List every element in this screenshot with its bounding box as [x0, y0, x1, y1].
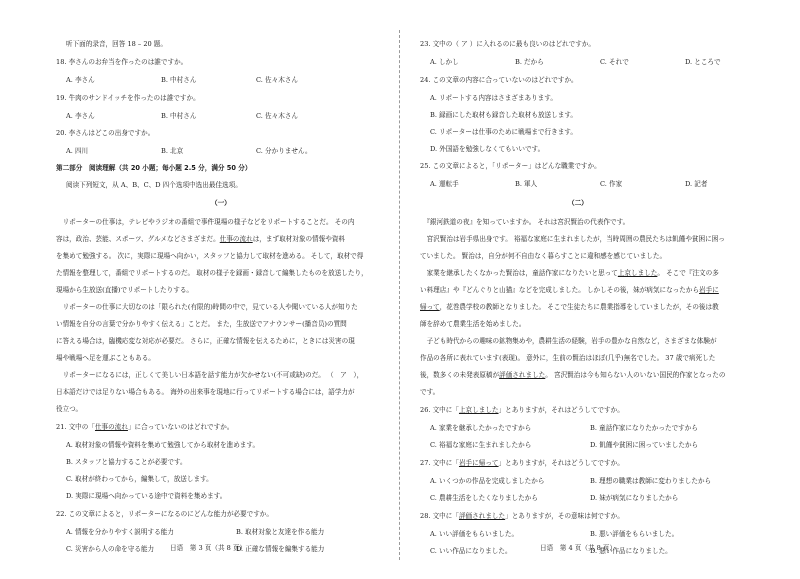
passage-1-line: 容は，政治、芸能、スポーツ、グルメなどさまざまだ。仕事の流れは，まず取材対象の情報や資料 — [56, 235, 346, 243]
passage-2-line: 『銀河鉄道の夜』を知っていますか。 それは宮沢賢治の代表作です。 — [420, 218, 630, 226]
question-27-stem: 27. 文中に「岩手に帰って」とありますが，それはどうしてですか。 — [420, 459, 624, 467]
option-a[interactable]: A. しかし — [430, 58, 459, 66]
section-instructions: 阅读下列短文，从 A、B、C、D 四个选项中选出最佳选项。 — [66, 181, 242, 189]
option-d[interactable]: D. 正確な情報を編集する能力 — [236, 545, 325, 553]
option-a[interactable]: A. いくつかの作品を完成しましたから — [430, 477, 545, 485]
option-c[interactable]: C. いい作品になりました。 — [430, 547, 512, 555]
option-b[interactable]: B. 中村さん — [161, 76, 197, 84]
passage-2-line: ていました。 賢治は，自分が何不自由なく暮らすことに違和感を感じていました。 — [420, 252, 667, 260]
question-24-stem: 24. この文章の内容に合っていないのはどれですか。 — [420, 76, 578, 84]
option-d[interactable]: D. 記者 — [685, 180, 708, 188]
underlined-phrase: 仕事の流れ — [219, 235, 253, 243]
option-a[interactable]: A. リポートする内容はさまざまあります。 — [430, 94, 557, 102]
option-c[interactable]: C. 災害から人の命を守る能力 — [66, 545, 155, 553]
question-19-stem: 19. 牛肉のサンドイッチを作ったのは誰ですか。 — [56, 94, 200, 102]
page-divider — [399, 30, 400, 560]
question-18-stem: 18. 李さんのお弁当を作ったのは誰ですか。 — [56, 58, 188, 66]
option-b[interactable]: B. 童話作家になりたかったですから — [590, 424, 698, 432]
passage-number-1: （一） — [211, 199, 231, 207]
option-c[interactable]: C. 裕福な家庭に生まれましたから — [430, 441, 532, 449]
option-d[interactable]: D. 飢饉や貧困に困っていましたから — [590, 441, 699, 449]
option-b[interactable]: B. 中村さん — [161, 112, 197, 120]
option-b[interactable]: B. スタッフと協力することが必要です。 — [66, 458, 187, 466]
passage-2-line: 作品の各所に表れています(表现)。 意外に，生前の賢治はほぼ(几乎)無名でした。 37 歳で病死した — [420, 354, 716, 362]
question-23-stem: 23. 文中の（ ア ）に入れるのに最も良いのはどれですか。 — [420, 40, 596, 48]
passage-2-line: 師を辞めて農業生活を始めました。 — [420, 320, 526, 328]
passage-1-line: 日本語だけでは足りない場合もある。 海外の出来事を現地に行ってリポートする場合には，語学力が — [56, 388, 355, 396]
option-d[interactable]: D. ところで — [685, 58, 721, 66]
listening-intro: 听下面的录音，回答 18 – 20 题。 — [66, 40, 167, 48]
option-b[interactable]: B. 悪い評価をもらいました。 — [590, 530, 679, 538]
passage-2-line: 宮沢賢治は岩手県出身です。 裕福な家庭に生まれましたが，当時周囲の農民たちは飢饉や貧困に困っ — [420, 235, 725, 243]
option-b[interactable]: B. 北京 — [161, 147, 184, 155]
option-c[interactable]: C. 佐々木さん — [256, 76, 298, 84]
section-title: 第二部分 阅读理解（共 20 小题；每小题 2.5 分，满分 50 分） — [56, 164, 252, 172]
option-c[interactable]: C. 分かりません。 — [256, 147, 312, 155]
option-b[interactable]: B. だから — [515, 58, 544, 66]
option-d[interactable]: D. 外国語を勉強しなくてもいいです。 — [430, 145, 545, 153]
passage-2-line: 帰って，花巻農学校の教師となりました。 そこで生徒たちに農業指導をしていましたが，その後は教 — [420, 303, 719, 311]
option-b[interactable]: B. 理想の職業は教師に変わりましたから — [590, 477, 712, 485]
option-b[interactable]: B. 取材対象と友達を作る能力 — [236, 528, 325, 536]
passage-1-line: 役立つ。 — [56, 405, 83, 413]
passage-1-line: を集めて勉強する。 次に，実際に現場へ向かい，スタッフと協力して取材を進める。 そして，取材で得 — [56, 252, 364, 260]
option-c[interactable]: C. 取材が終わってから，編集して，放送します。 — [66, 475, 213, 483]
question-20-stem: 20. 李さんはどこの出身ですか。 — [56, 129, 155, 137]
option-a[interactable]: A. 情報を分かりやすく説明する能力 — [66, 528, 174, 536]
question-21-stem: 21. 文中の「仕事の流れ」に合っていないのはどれですか。 — [56, 423, 234, 431]
question-26-stem: 26. 文中に「上京しました」とありますが，それはどうしてですか。 — [420, 406, 624, 414]
page-footer-left: 日语 第 3 页（共 8 页） — [170, 544, 247, 552]
option-a[interactable]: A. いい評価をもらいました。 — [430, 530, 519, 538]
passage-1-line: に答える場合は，臨機応変な対応が必要だ。 さらに，正確な情報を伝えるために，ときには災害の現 — [56, 337, 355, 345]
question-25-stem: 25. この文章によると，「リポーター」はどんな職業ですか。 — [420, 162, 601, 170]
option-c[interactable]: C. リポーターは仕事のために戦場まで行きます。 — [430, 128, 577, 136]
passage-1-line: リポーターになるには，正しくて美しい日本語を話す能力が欠かせない(不可或缺)のだ。 （ ア ）， — [56, 371, 364, 379]
option-a[interactable]: A. 運転手 — [430, 180, 459, 188]
option-d[interactable]: D. 悪い作品になりました。 — [590, 547, 672, 555]
passage-1-line: リポーターの仕事は，テレビやラジオの番組で事件現場の様子などをリポートすることだ。 その内 — [56, 218, 355, 226]
passage-1-line: た情報を整理して，番組でリポートするのだ。 取材の様子を録画・録音して編集したものを放送したり， — [56, 269, 368, 277]
option-b[interactable]: B. 録画にした取材も録音した取材も放送します。 — [430, 111, 577, 119]
option-c[interactable]: C. 農耕生活をしたくなりましたから — [430, 494, 538, 502]
passage-2-line: 後，数多くの未発表原稿が評価されました。 宮沢賢治は今も知らない人のいない国民的作家となったの — [420, 371, 726, 379]
option-a[interactable]: A. 李さん — [66, 76, 95, 84]
option-c[interactable]: C. それで — [600, 58, 629, 66]
page-footer-right: 日语 第 4 页（共 8 页） — [540, 544, 617, 552]
question-28-stem: 28. 文中に「評価されました」とありますが，その意味は何ですか。 — [420, 512, 624, 520]
passage-1-line: リポーターの仕事に大切なのは「限られた(有限的)時間の中で，見ている人や聞いている人が知りた — [56, 303, 358, 311]
passage-1-line: 場や戦場へ足を運ぶこともある。 — [56, 354, 155, 362]
passage-number-2: （二） — [568, 199, 588, 207]
passage-2-line: い料理店』や『どんぐりと山猫』などを完成しました。 しかしその後，妹が病気になったから岩手に — [420, 286, 719, 294]
question-22-stem: 22. この文章によると，リポーターになるのにどんな能力が必要ですか。 — [56, 510, 273, 518]
passage-2-line: 家業を継承したくなかった賢治は，童話作家になりたいと思って上京しました。 そこで『注文の多 — [420, 269, 719, 277]
passage-1-line: 現場から生放送(直播)でリポートしたりする。 — [56, 286, 194, 294]
passage-2-line: です。 — [420, 388, 440, 396]
option-a[interactable]: A. 李さん — [66, 112, 95, 120]
option-a[interactable]: A. 取材対象の情報や資料を集めて勉強してから取材を進めます。 — [66, 441, 260, 449]
passage-1-line: い情報を自分の言葉で分かりやすく伝える」ことだ。 また，生放送でアナウンサー(播音员)の質問 — [56, 320, 347, 328]
option-a[interactable]: A. 四川 — [66, 147, 89, 155]
option-d[interactable]: D. 実際に現場へ向かっている途中で資料を集めます。 — [66, 492, 227, 500]
option-c[interactable]: C. 作家 — [600, 180, 623, 188]
option-a[interactable]: A. 家業を継承したかったですから — [430, 424, 532, 432]
option-c[interactable]: C. 佐々木さん — [256, 112, 298, 120]
option-b[interactable]: B. 軍人 — [515, 180, 538, 188]
option-d[interactable]: D. 妹が病気になりましたから — [590, 494, 679, 502]
passage-2-line: 子ども時代からの趣味の鉱物集めや，農耕生活の経験，岩手の豊かな自然など，さまざまな体験が — [420, 337, 717, 345]
